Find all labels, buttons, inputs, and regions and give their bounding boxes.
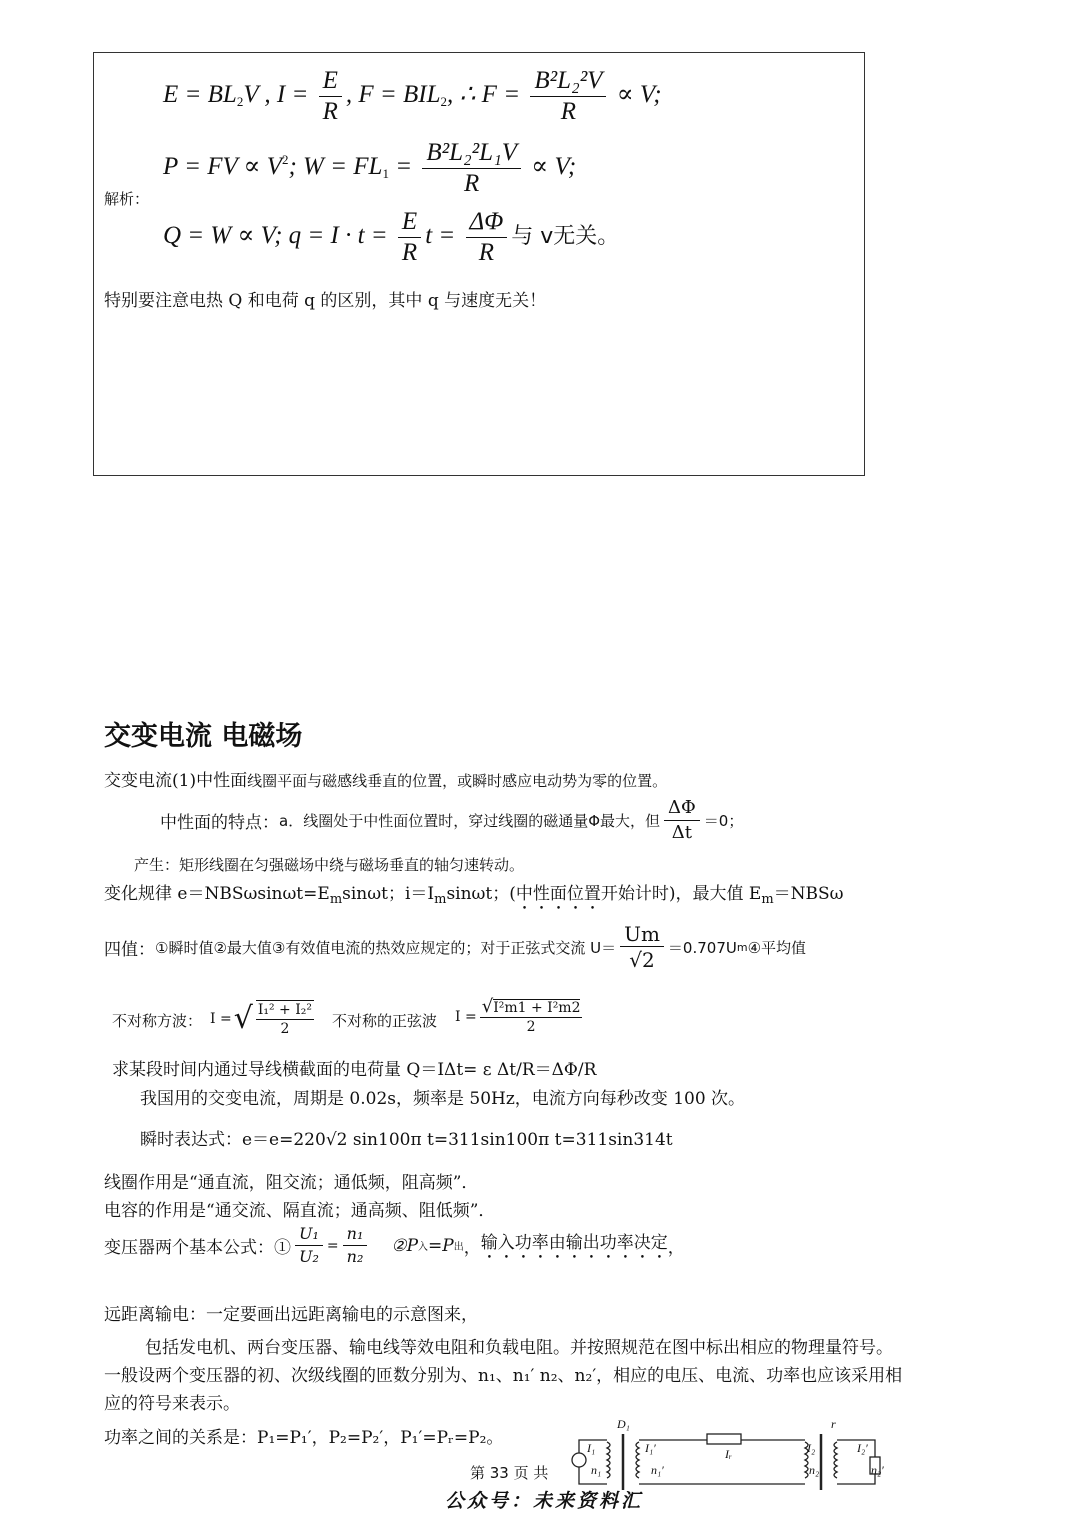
asym-square-formula: I = √ $\frac{\text{I₁² + I₂²}}{2}$ — [210, 1001, 312, 1037]
paragraph-power: 功率之间的关系是：P₁=P₁′，P₂=P₂′，P₁′=Pᵣ=P₂。 — [104, 1428, 504, 1448]
secondary-coil-2 — [834, 1442, 837, 1478]
label-i2p: I₂′ — [857, 1441, 868, 1455]
paragraph-symbols: 应的符号来表示。 — [104, 1394, 240, 1414]
label-ir: Iᵣ — [725, 1447, 732, 1461]
asym-sine-formula: I = $\frac{\text{√I²m1 + I²m2}}{2}$ — [455, 996, 581, 1035]
paragraph-neutral-plane: 交变电流(1)中性面线圈平面与磁感线垂直的位置，或瞬时感应电动势为零的位置。 — [104, 771, 668, 791]
line-resistor — [707, 1434, 741, 1444]
analysis-label: 解析： — [104, 190, 150, 208]
asym-sine-label: 不对称的正弦波 — [332, 1012, 438, 1030]
analysis-note: 特别要注意电热 Q 和电荷 q 的区别，其中 q 与速度无关！ — [104, 291, 547, 311]
paragraph-neutral-features: 中性面的特点： a．线圈处于中性面位置时，穿过线圈的磁通量Φ最大，但 $\frac{\Delta\Phi}{\Delta t}$ ＝0； — [160, 797, 744, 843]
secondary-coil-1 — [636, 1442, 639, 1478]
paragraph-china-ac: 我国用的交变电流，周期是 0.02s，频率是 50Hz，电流方向每秒改变 100 次。 — [140, 1089, 746, 1109]
label-n1: n₁ — [591, 1463, 602, 1477]
paragraph-transmission: 远距离输电：一定要画出远距离输电的示意图来， — [104, 1305, 478, 1325]
primary-coil-1 — [607, 1442, 610, 1478]
paragraph-four-values: 四值： ①瞬时值②最大值③有效值电流的热效应规定的；对于正弦式交流 U＝ $\frac{Um}{√2}$ ＝0.707U m ④平均值 — [104, 922, 807, 972]
paragraph-instant: 瞬时表达式：e＝e=220√2 sin100π t=311sin100π t=311sin314t — [140, 1130, 673, 1150]
sqrt-icon: √ — [233, 1001, 253, 1036]
paragraph-inductor: 线圈作用是“通直流，阻交流；通低频，阻高频”． — [104, 1173, 479, 1193]
paragraph-capacitor: 电容的作用是“通交流、隔直流；通高频、阻低频”． — [104, 1201, 496, 1221]
watermark: 公众号：未来资料汇 — [445, 1490, 644, 1512]
label-r: r — [831, 1417, 836, 1431]
label-n1p: n₁′ — [651, 1463, 664, 1477]
label-n2p: n₂′ — [871, 1463, 884, 1477]
formula-line-2: P = FV ∝ $V^2$; $W = FL_1$ = $\frac{\text{B²L₂²L₁V}}{R}$ ∝ V; — [163, 139, 577, 197]
paragraph-turns: 一般设两个变压器的初、次级线圈的匝数分别为、n₁、n₁′ n₂、n₂′，相应的电压、电流、功率也应该采用相 — [104, 1366, 903, 1386]
paragraph-includes: 包括发电机、两台变压器、输电线等效电阻和负载电阻。并按照规范在图中标出相应的物理量符号。 — [145, 1338, 893, 1358]
paragraph-charge: 求某段时间内通过导线横截面的电荷量 Q＝IΔt= ε Δt/R＝ΔΦ/R — [112, 1060, 597, 1080]
paragraph-transformer: 变压器两个基本公式：① $\frac{\text{U₁}}{\text{U₂}}$ = $\frac{\text{n₁}}{\text{n₂}}$ ②P 入 =P 出 ， 输入功率由输出功率决定 ， — [104, 1224, 685, 1266]
formula-line-3: Q = W ∝ V; q = I · t = $\frac{E}{R}$ t = $\frac{\Delta\Phi}{R}$ 与 v无关。 — [163, 208, 620, 266]
label-i1: I₁ — [587, 1441, 596, 1455]
asym-square-label: 不对称方波： — [112, 1012, 203, 1030]
label-d1: D₁ — [617, 1417, 630, 1431]
label-i1p: I₁′ — [645, 1441, 656, 1455]
formula-line-1: $E = BL_2V$ , I = $\frac{E}{R}$ , $F = BIL_2$, ∴ F = $\frac{\text{B²L₂²V}}{R}$ ∝ V; — [163, 67, 662, 125]
paragraph-generation: 产生：矩形线圈在匀强磁场中绕与磁场垂直的轴匀速转动。 — [134, 856, 525, 874]
section-title: 交变电流 电磁场 — [104, 721, 303, 752]
paragraph-law: 变化规律 $e=NBS\omega\sin\omega t=E_m\sin\omega t$；$i=I_m\sin\omega t$；(中性面位置开始计时)，最大值 $E_m=NBS\omega$ — [104, 884, 844, 907]
label-i2: I₂ — [807, 1441, 816, 1455]
generator-icon — [572, 1453, 586, 1467]
label-n2: n₂ — [809, 1463, 820, 1477]
page-number: 第 33 页 共 — [470, 1464, 549, 1482]
